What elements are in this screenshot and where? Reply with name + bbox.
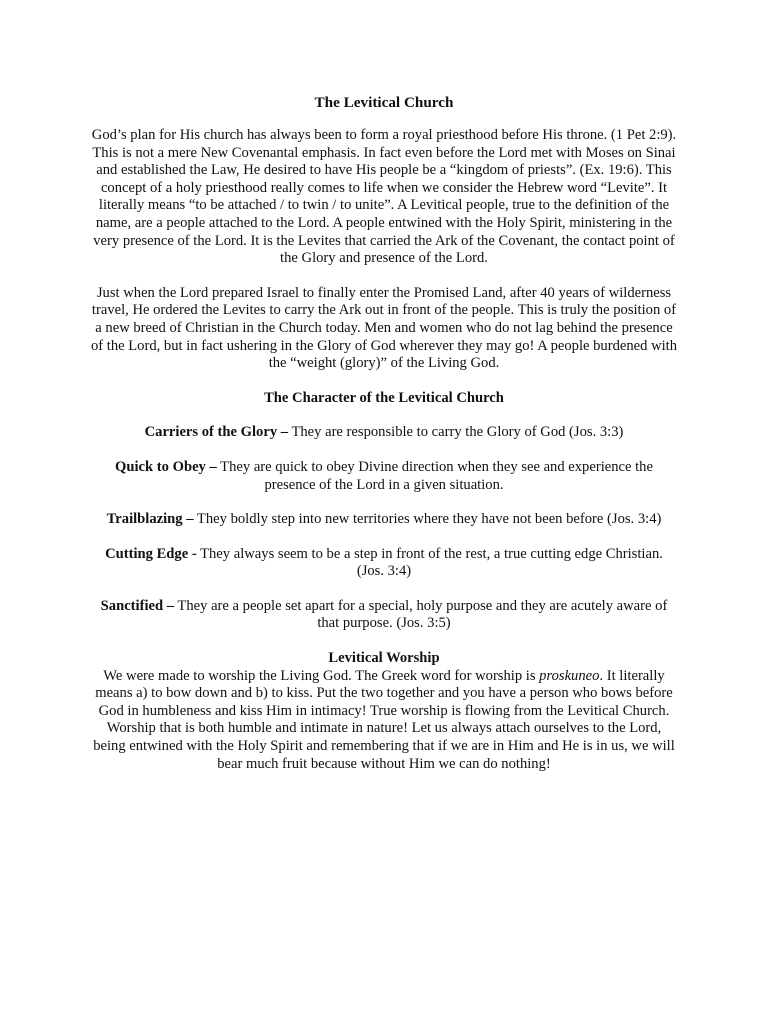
trait-text: They always seem to be a step in front of the rest, a true cutting edge Christian. (Jos. 3:4)	[196, 545, 663, 580]
trait-sanctified	[90, 598, 678, 633]
worship-greek-word: proskuneo	[539, 667, 600, 684]
document-body	[90, 94, 678, 773]
trait-term: Quick to Obey –	[115, 458, 217, 475]
trait-trailblazing	[90, 511, 678, 529]
trait-quick-to-obey	[90, 459, 678, 494]
trait-term: Carriers of the Glory –	[144, 424, 289, 441]
trait-cutting-edge	[90, 546, 678, 581]
trait-term: Trailblazing –	[106, 511, 194, 528]
trait-term: Sanctified –	[100, 597, 175, 614]
worship-heading: Levitical Worship	[328, 650, 440, 667]
intro-paragraph-1: God’s plan for His church has always been to form a royal priesthood before His throne. (1 Pet 2:9). This is not a mere New Covenantal emphasis. In fact even before the Lord met with Moses on Sinai and established the Law, He desired to have His people be a “kingdom of priests”. (Ex. 19:6). This concept of a holy priesthood really comes to life when we consider the Hebrew word “Levite”. It literally means “to be attached / to twin / to unite”. A Levitical people, true to the definition of the name, are a people attached to the Lord. A people entwined with the Holy Spirit, ministering in the very presence of the Lord. It is the Levites that carried the Ark of the Covenant, the contact point of the Glory and presence of the Lord.	[91, 127, 677, 267]
worship-paragraph	[90, 668, 678, 774]
intro-paragraph-2: Just when the Lord prepared Israel to finally enter the Promised Land, after 40 years of wilderness travel, He ordered the Levites to carry the Ark out in front of the people. This is truly the position of a new breed of Christian in the Church today. Men and women who do not lag behind the presence of the Lord, but in fact ushering in the Glory of God wherever they may go! A people burdened with the “weight (glory)” of the Living God.	[90, 284, 678, 372]
trait-carriers-of-the-glory	[90, 424, 678, 442]
trait-text: They boldly step into new territories where they have not been before (Jos. 3:4)	[193, 511, 662, 528]
worship-text-before: We were made to worship the Living God. The Greek word for worship is	[103, 667, 540, 684]
trait-text: They are quick to obey Divine direction when they see and experience the presence of the Lord in a given situation.	[216, 458, 653, 493]
character-heading: The Character of the Levitical Church	[264, 389, 504, 406]
trait-term: Cutting Edge -	[105, 545, 197, 562]
document-title: The Levitical Church	[314, 94, 454, 111]
worship-text-after: . It literally means a) to bow down and b) to kiss. Put the two together and you have a person who bows before God in humbleness and kiss Him in intimacy! True worship is flowing from the Levitical Church. Worship that is both humble and intimate in nature! Let us always attach ourselves to the Lord, being entwined with the Holy Spirit and remembering that if we are in Him and He is in us, we will bear much fruit because without Him we can do nothing!	[93, 667, 675, 772]
trait-text: They are responsible to carry the Glory of God (Jos. 3:3)	[288, 424, 624, 441]
trait-text: They are a people set apart for a special, holy purpose and they are acutely aware of that purpose. (Jos. 3:5)	[174, 597, 668, 632]
